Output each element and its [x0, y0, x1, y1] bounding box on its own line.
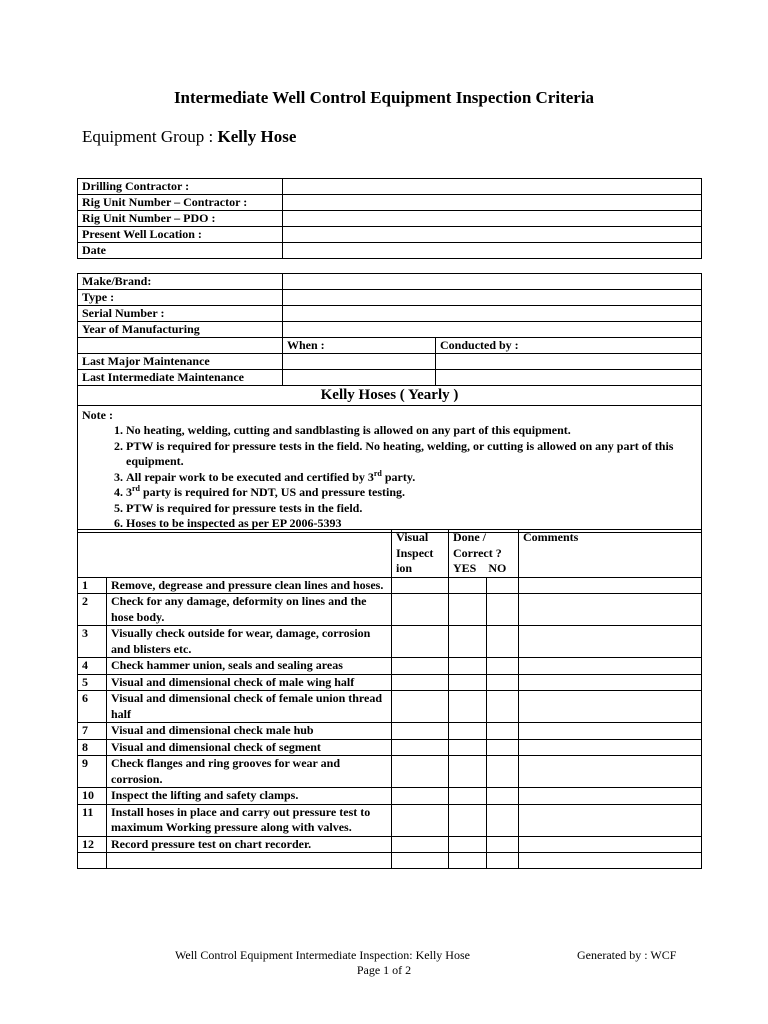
note-item: 3. All repair work to be executed and certified by 3rd party. [126, 470, 697, 486]
section-row [78, 386, 702, 406]
field-label: Type : [78, 290, 283, 306]
table-row [78, 836, 702, 853]
comments-cell[interactable] [519, 804, 702, 836]
no-label: NO [488, 561, 507, 575]
table-row [78, 195, 702, 211]
table-row [78, 691, 702, 723]
inspection-checklist-table [77, 529, 702, 869]
visual-inspection-cell[interactable] [392, 674, 449, 691]
item-number: 11 [78, 804, 107, 836]
when-header: When : [283, 338, 436, 354]
field-value[interactable] [283, 243, 702, 259]
item-number: 9 [78, 756, 107, 788]
yes-cell[interactable] [449, 626, 487, 658]
field-value[interactable] [283, 306, 702, 322]
field-label: Rig Unit Number – PDO : [78, 211, 283, 227]
yes-cell[interactable] [449, 577, 487, 594]
comments-cell[interactable] [519, 594, 702, 626]
visual-inspection-cell[interactable] [392, 756, 449, 788]
yes-label: YES [453, 561, 477, 575]
conducted-by-header: Conducted by : [436, 338, 702, 354]
field-label: Last Major Maintenance [78, 354, 283, 370]
note-item: 4. 3rd party is required for NDT, US and pressure testing. [126, 485, 697, 501]
note-item: 2. PTW is required for pressure tests in the field. No heating, welding, or cutting is allowed on any part of this equipment. [126, 439, 697, 470]
item-description [107, 853, 392, 869]
table-row [78, 306, 702, 322]
item-description: Record pressure test on chart recorder. [107, 836, 392, 853]
field-value[interactable] [283, 370, 436, 386]
field-label: Rig Unit Number – Contractor : [78, 195, 283, 211]
item-number [78, 853, 107, 869]
comments-cell[interactable] [519, 658, 702, 675]
item-description: Visual and dimensional check of female union thread half [107, 691, 392, 723]
item-description: Install hoses in place and carry out pressure test to maximum Working pressure along with valves. [107, 804, 392, 836]
document-title: Intermediate Well Control Equipment Inspection Criteria [173, 88, 595, 107]
done-correct-header [449, 530, 519, 578]
contractor-info-table [77, 178, 702, 259]
no-cell[interactable] [487, 577, 519, 594]
comments-cell[interactable] [519, 853, 702, 869]
field-value[interactable] [283, 179, 702, 195]
no-cell[interactable] [487, 836, 519, 853]
field-label: Drilling Contractor : [78, 179, 283, 195]
item-description: Check for any damage, deformity on lines and the hose body. [107, 594, 392, 626]
done-correct-label: Done / Correct ? [453, 530, 502, 560]
field-value[interactable] [283, 322, 702, 338]
item-number: 6 [78, 691, 107, 723]
table-row [78, 577, 702, 594]
item-description: Check hammer union, seals and sealing areas [107, 658, 392, 675]
table-row [78, 338, 702, 354]
no-cell[interactable] [487, 626, 519, 658]
table-row [78, 674, 702, 691]
table-row [78, 243, 702, 259]
item-description: Visual and dimensional check male hub [107, 723, 392, 740]
comments-cell[interactable] [519, 739, 702, 756]
comments-cell[interactable] [519, 577, 702, 594]
footer-page-number: Page 1 of 2 [356, 963, 412, 977]
notes-row [78, 406, 702, 533]
equipment-group-value: Kelly Hose [217, 127, 297, 146]
no-cell[interactable] [487, 723, 519, 740]
no-cell[interactable] [487, 853, 519, 869]
blank-cell [78, 338, 283, 354]
yes-cell[interactable] [449, 723, 487, 740]
comments-cell[interactable] [519, 626, 702, 658]
field-label: Make/Brand: [78, 274, 283, 290]
table-row [78, 739, 702, 756]
notes-list [82, 423, 697, 532]
comments-cell[interactable] [519, 723, 702, 740]
table-row [78, 853, 702, 869]
visual-inspection-cell[interactable] [392, 594, 449, 626]
table-row [78, 354, 702, 370]
item-number: 1 [78, 577, 107, 594]
table-row [78, 626, 702, 658]
note-item: 5. PTW is required for pressure tests in the field. [126, 501, 697, 517]
field-label: Last Intermediate Maintenance [78, 370, 283, 386]
table-row [78, 370, 702, 386]
table-row [78, 788, 702, 805]
field-value[interactable] [283, 195, 702, 211]
table-row [78, 723, 702, 740]
comments-cell[interactable] [519, 836, 702, 853]
item-description: Visual and dimensional check of male wing half [107, 674, 392, 691]
visual-inspection-cell[interactable] [392, 739, 449, 756]
blank-header [78, 530, 392, 578]
yes-cell[interactable] [449, 788, 487, 805]
item-number: 4 [78, 658, 107, 675]
field-value[interactable] [283, 354, 436, 370]
visual-inspection-cell[interactable] [392, 626, 449, 658]
comments-cell[interactable] [519, 691, 702, 723]
yes-cell[interactable] [449, 691, 487, 723]
no-cell[interactable] [487, 691, 519, 723]
item-description: Inspect the lifting and safety clamps. [107, 788, 392, 805]
no-cell[interactable] [487, 788, 519, 805]
item-number: 8 [78, 739, 107, 756]
no-cell[interactable] [487, 674, 519, 691]
visual-inspection-header: Visual Inspect ion [392, 530, 449, 578]
note-item: 1. No heating, welding, cutting and sandblasting is allowed on any part of this equipment. [126, 423, 697, 439]
table-row [78, 804, 702, 836]
field-value[interactable] [283, 211, 702, 227]
field-value[interactable] [283, 274, 702, 290]
item-description: Visually check outside for wear, damage, corrosion and blisters etc. [107, 626, 392, 658]
item-description: Remove, degrease and pressure clean lines and hoses. [107, 577, 392, 594]
yes-cell[interactable] [449, 739, 487, 756]
table-row [78, 227, 702, 243]
field-value[interactable] [436, 354, 702, 370]
comments-cell[interactable] [519, 788, 702, 805]
visual-inspection-cell[interactable] [392, 836, 449, 853]
field-label: Year of Manufacturing [78, 322, 283, 338]
field-label: Serial Number : [78, 306, 283, 322]
item-number: 7 [78, 723, 107, 740]
note-item: 6. Hoses to be inspected as per EP 2006-5393 [126, 516, 697, 532]
visual-inspection-cell[interactable] [392, 658, 449, 675]
item-description: Visual and dimensional check of segment [107, 739, 392, 756]
table-row [78, 179, 702, 195]
item-number: 3 [78, 626, 107, 658]
note-label: Note : [82, 408, 113, 422]
item-number: 2 [78, 594, 107, 626]
field-value[interactable] [283, 227, 702, 243]
yes-cell[interactable] [449, 658, 487, 675]
footer-document-name: Well Control Equipment Intermediate Inspection: Kelly Hose [175, 948, 470, 962]
yes-cell[interactable] [449, 853, 487, 869]
comments-cell[interactable] [519, 674, 702, 691]
no-cell[interactable] [487, 804, 519, 836]
table-row [78, 290, 702, 306]
no-cell[interactable] [487, 756, 519, 788]
yes-cell[interactable] [449, 836, 487, 853]
table-row [78, 658, 702, 675]
table-row [78, 756, 702, 788]
comments-header: Comments [519, 530, 702, 578]
visual-inspection-cell[interactable] [392, 577, 449, 594]
no-cell[interactable] [487, 739, 519, 756]
field-label: Present Well Location : [78, 227, 283, 243]
yes-cell[interactable] [449, 756, 487, 788]
visual-inspection-cell[interactable] [392, 853, 449, 869]
equipment-info-table [77, 273, 702, 533]
visual-inspection-cell[interactable] [392, 723, 449, 740]
field-value[interactable] [283, 290, 702, 306]
visual-inspection-cell[interactable] [392, 691, 449, 723]
footer-generated-by: Generated by : WCF [577, 948, 677, 962]
item-description: Check flanges and ring grooves for wear and corrosion. [107, 756, 392, 788]
item-number: 10 [78, 788, 107, 805]
comments-cell[interactable] [519, 756, 702, 788]
yes-cell[interactable] [449, 804, 487, 836]
yes-cell[interactable] [449, 594, 487, 626]
equipment-group [82, 127, 296, 147]
field-value[interactable] [436, 370, 702, 386]
table-row [78, 594, 702, 626]
no-cell[interactable] [487, 658, 519, 675]
yes-no-labels [453, 561, 514, 577]
no-cell[interactable] [487, 594, 519, 626]
equipment-group-label: Equipment Group : [82, 127, 218, 146]
table-header-row [78, 530, 702, 578]
visual-inspection-cell[interactable] [392, 804, 449, 836]
table-row [78, 211, 702, 227]
item-number: 12 [78, 836, 107, 853]
visual-inspection-cell[interactable] [392, 788, 449, 805]
table-row [78, 322, 702, 338]
notes-cell [78, 406, 702, 533]
field-label: Date [78, 243, 283, 259]
item-number: 5 [78, 674, 107, 691]
section-title: Kelly Hoses ( Yearly ) [78, 386, 702, 406]
table-row [78, 274, 702, 290]
yes-cell[interactable] [449, 674, 487, 691]
